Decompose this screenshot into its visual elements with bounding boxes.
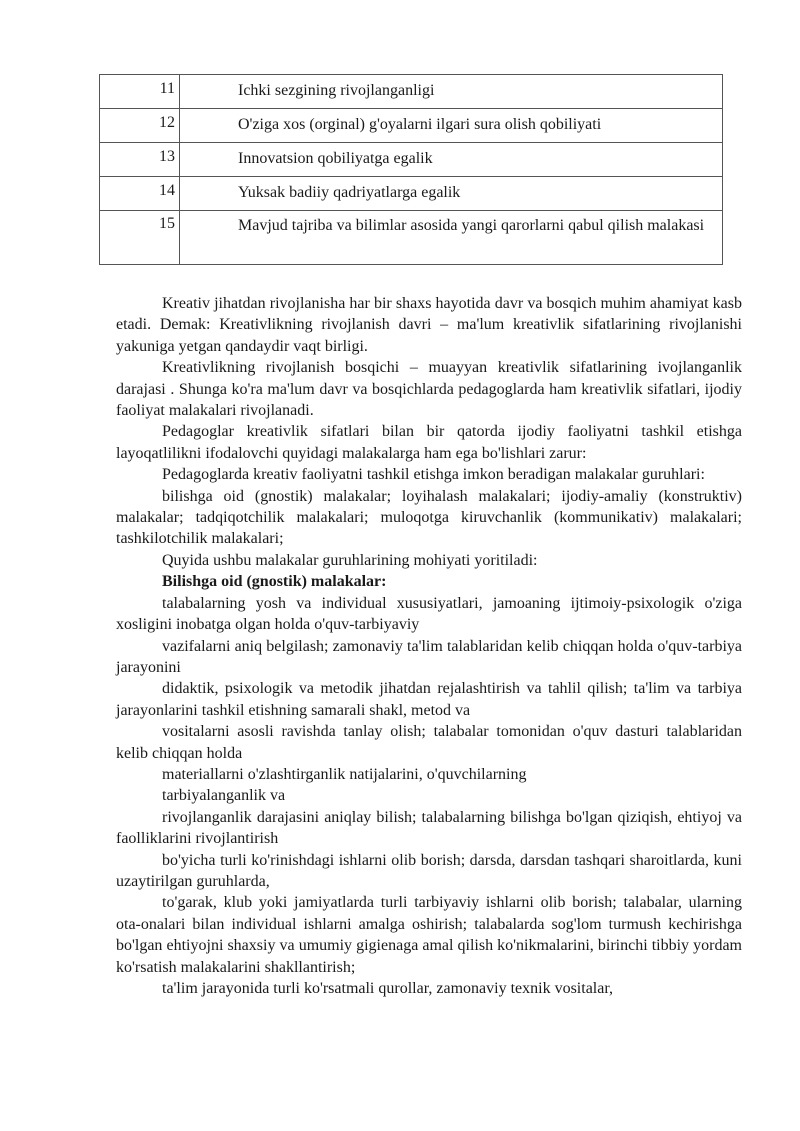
paragraph: didaktik, psixologik va metodik jihatdan rejalashtirish va tahlil qilish; ta'lim va tarbiya jarayonlarini tashkil etishning samarali shakl, metod va	[116, 680, 742, 719]
paragraph: ta'lim jarayonida turli ko'rsatmali qurollar, zamonaviy texnik vositalar,	[162, 980, 614, 997]
row-number: 15	[100, 211, 180, 265]
row-number: 13	[100, 143, 180, 177]
paragraph: vazifalarni aniq belgilash; zamonaviy ta'lim talablaridan kelib chiqqan holda o'quv-tarbiya jarayonini	[116, 637, 742, 676]
paragraph: Kreativ jihatdan rivojlanisha har bir shaxs hayotida davr va bosqich muhim ahamiyat kasb etadi. Demak: Kreativlikning rivojlanish davri – ma'lum kreativlik sifatlarining rivojlanishi yakuniga yetgan qandaydir vaqt birligi.	[116, 295, 742, 355]
paragraph: tarbiyalanganlik va	[162, 787, 286, 805]
row-number: 14	[100, 177, 180, 211]
section-heading: Bilishga oid (gnostik) malakalar:	[162, 573, 387, 591]
table-row	[100, 109, 723, 143]
document-body	[116, 293, 742, 999]
row-text: Yuksak badiiy qadriyatlarga egalik	[238, 184, 461, 201]
row-text: Innovatsion qobiliyatga egalik	[238, 150, 433, 167]
paragraph: rivojlanganlik darajasini aniqlay bilish; talabalarning bilishga bo'lgan qiziqish, ehtiyoj va faolliklarini rivojlantirish	[116, 808, 742, 848]
row-number: 12	[100, 109, 180, 143]
table-row	[100, 75, 723, 109]
criteria-table	[99, 74, 723, 265]
paragraph: Pedagoglarda kreativ faoliyatni tashkil etishga imkon beradigan malakalar guruhlari:	[162, 466, 705, 484]
paragraph: vositalarni asosli ravishda tanlay olish; talabalar tomonidan o'quv dasturi talablaridan kelib chiqqan holda	[116, 723, 742, 762]
table-row	[100, 211, 723, 265]
paragraph: Quyida ushbu malakalar guruhlarining mohiyati yoritiladi:	[162, 551, 538, 569]
paragraph: to'garak, klub yoki jamiyatlarda turli tarbiyaviy ishlarni olib borish; talabalar, ularning ota-onalari bilan individual ishlarni amalga oshirish; talabalarda sog'lom turmush kechirishga bo'lgan ehtiyojni shaxsiy va umumiy gigienaga amal qilish ko'nikmalarini, birinchi tibbiy yordam ko'rsatish malakalarini shakllantirish;	[116, 894, 742, 976]
row-text: Ichki sezgining rivojlanganligi	[238, 82, 435, 99]
paragraph: bilishga oid (gnostik) malakalar; loyihalash malakalari; ijodiy-amaliy (konstruktiv) malakalar; tadqiqotchilik malakalari; muloqotga kiruvchanlik (kommunikativ) malakalari; tashkilotchilik malakalari;	[116, 487, 742, 548]
row-number: 11	[100, 75, 180, 109]
row-text: Mavjud tajriba va bilimlar asosida yangi qarorlarni qabul qilish malakasi	[238, 217, 705, 234]
paragraph: Pedagoglar kreativlik sifatlari bilan bir qatorda ijodiy faoliyatni tashkil etishga layoqatlilikni ifodalovchi quyidagi malakalarga ham ega bo'lishlari zarur:	[116, 423, 742, 462]
paragraph: bo'yicha turli ko'rinishdagi ishlarni olib borish; darsda, darsdan tashqari sharoitlarda, kuni uzaytirilgan guruhlarda,	[116, 851, 742, 890]
table-row	[100, 143, 723, 177]
paragraph: Kreativlikning rivojlanish bosqichi – muayyan kreativlik sifatlarining ivojlanganlik darajasi . Shunga ko'ra ma'lum davr va bosqichlarda pedagoglarda ham kreativlik sifatlari, ijodiy faoliyat malakalari rivojlanadi.	[116, 359, 742, 420]
table-row	[100, 177, 723, 211]
row-text: O'ziga xos (orginal) g'oyalarni ilgari sura olish qobiliyati	[238, 116, 602, 133]
paragraph: talabalarning yosh va individual xususiyatlari, jamoaning ijtimoiy-psixologik o'ziga xosligini inobatga olgan holda o'quv-tarbiyaviy	[116, 594, 742, 634]
paragraph: materiallarni o'zlashtirganlik natijalarini, o'quvchilarning	[162, 765, 527, 783]
